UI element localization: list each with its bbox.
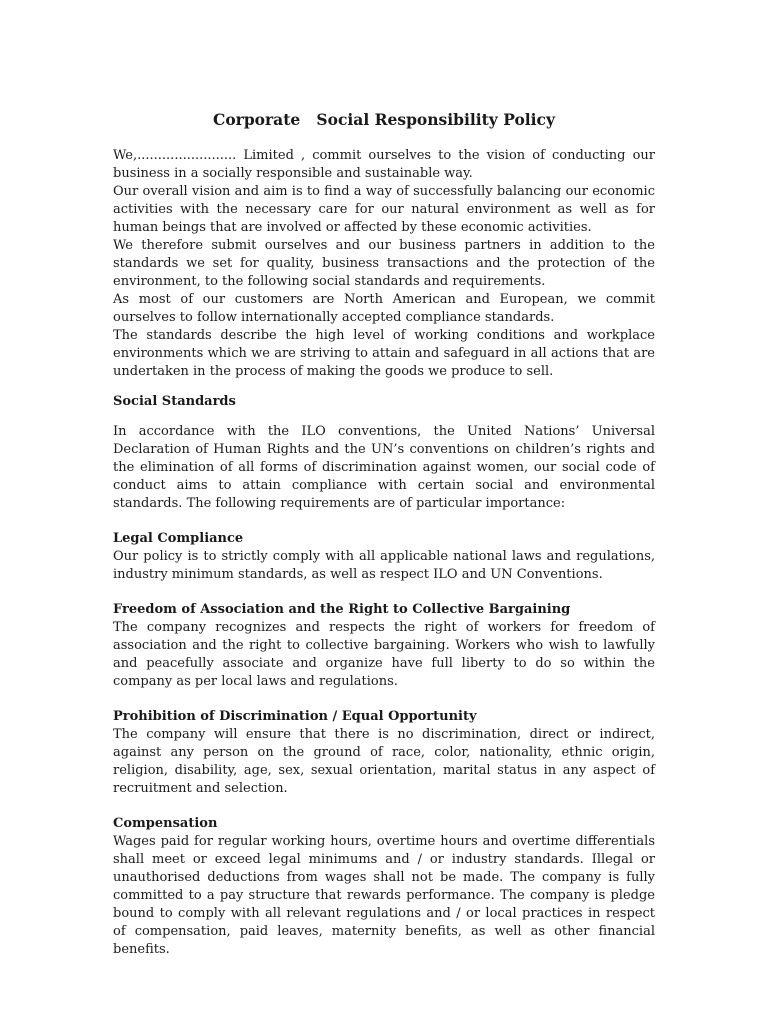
section-body: Our policy is to strictly comply with all applicable national laws and regulations, industry minimum standards, as well as respect ILO and UN Conventions. [113,549,655,582]
section-prohibition-of-discrimination [113,708,655,798]
social-standards-intro: In accordance with the ILO conventions, the United Nations’ Universal Declaration of Human Rights and the UN’s conventions on children’s rights and the elimination of all forms of discrimination against women, our social code of conduct aims to attain compliance with certain social and environmental standards. The following requirements are of particular importance: [113,424,655,511]
document-page [113,110,655,976]
section-heading: Compensation [113,816,218,831]
section-heading: Freedom of Association and the Right to Collective Bargaining [113,602,571,617]
intro-paragraph: As most of our customers are North American and European, we commit ourselves to follow internationally accepted compliance standards. [113,292,655,325]
intro-paragraph: We therefore submit ourselves and our business partners in addition to the standards we set for quality, business transactions and the protection of the environment, to the following social standards and requirements. [113,238,655,289]
section-heading: Legal Compliance [113,531,244,546]
intro-paragraph: The standards describe the high level of working conditions and workplace environments which we are striving to attain and safeguard in all actions that are undertaken in the process of making the goods we produce to sell. [113,328,655,379]
document-title: Corporate Social Responsibility Policy [212,110,555,129]
intro-paragraph: We,........................ Limited , commit ourselves to the vision of conducting our business in a socially responsible and sustainable way. [113,148,655,181]
section-body: The company recognizes and respects the right of workers for freedom of association and the right to collective bargaining. Workers who wish to lawfully and peacefully associate and organize have full liberty to do so within the company as per local laws and regulations. [113,620,655,689]
social-standards-heading: Social Standards [113,394,236,409]
section-legal-compliance [113,530,655,584]
section-body: Wages paid for regular working hours, overtime hours and overtime differentials shall meet or exceed legal minimums and / or industry standards. Illegal or unauthorised deductions from wages shall not be made. The company is fully committed to a pay structure that rewards performance. The company is pledge bound to comply with all relevant regulations and / or local practices in respect of compensation, paid leaves, maternity benefits, as well as other financial benefits. [113,834,655,957]
section-heading: Prohibition of Discrimination / Equal Opportunity [113,709,477,724]
intro-paragraph: Our overall vision and aim is to find a way of successfully balancing our economic activities with the necessary care for our natural environment as well as for human beings that are involved or affected by these economic activities. [113,184,655,235]
section-freedom-of-association [113,601,655,691]
section-compensation [113,815,655,959]
section-body: The company will ensure that there is no discrimination, direct or indirect, against any person on the ground of race, color, nationality, ethnic origin, religion, disability, age, sex, sexual orientation, marital status in any aspect of recruitment and selection. [113,727,655,796]
intro-block [113,147,655,381]
